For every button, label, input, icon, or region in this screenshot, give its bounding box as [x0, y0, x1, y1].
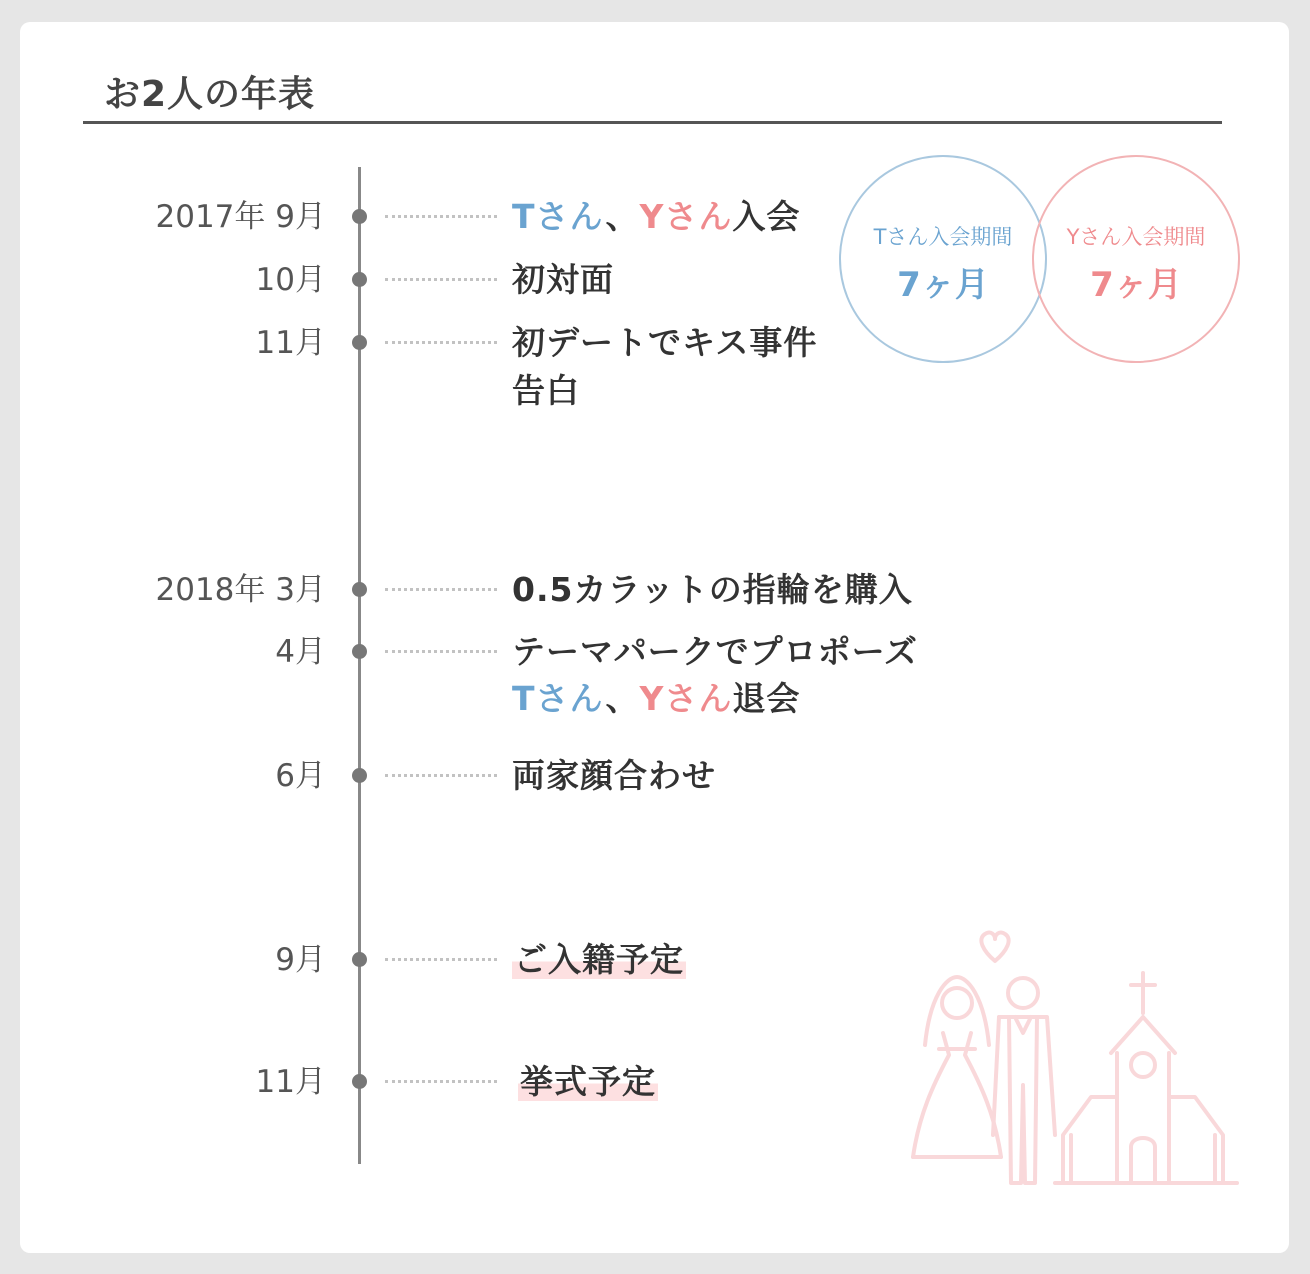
- t-san-text: Tさん: [512, 679, 606, 718]
- timeline-leader: [385, 215, 497, 218]
- timeline-leader: [385, 1080, 497, 1083]
- timeline-event-line2: 告白: [512, 371, 580, 410]
- y-san-text: Yさん: [639, 679, 733, 718]
- timeline-dot: [352, 644, 367, 659]
- timeline-date: 11月: [255, 1064, 326, 1100]
- t-membership-label: Tさん入会期間: [873, 225, 1013, 249]
- page-title: お2人の年表: [104, 74, 316, 115]
- timeline-date: 2018年 3月: [155, 572, 326, 608]
- timeline-dot: [352, 1074, 367, 1089]
- timeline-dot: [352, 768, 367, 783]
- timeline-date: 6月: [275, 758, 326, 794]
- y-san-text: Yさん: [639, 197, 733, 236]
- wedding-couple-church-icon: [905, 925, 1245, 1190]
- t-membership-value: 7ヶ月: [897, 265, 989, 305]
- t-san-text: Tさん: [512, 197, 606, 236]
- timeline-leader: [385, 278, 497, 281]
- t-membership-circle: [839, 155, 1047, 363]
- timeline-event: 両家顔合わせ: [512, 756, 716, 795]
- timeline-event: [512, 940, 686, 980]
- timeline-date: 10月: [255, 262, 326, 298]
- timeline-leader: [385, 774, 497, 777]
- event-text: 退会: [732, 679, 801, 718]
- title-underline: [83, 121, 1222, 124]
- timeline-event: 初デートでキス事件: [512, 323, 818, 362]
- timeline-leader: [385, 341, 497, 344]
- timeline-dot: [352, 335, 367, 350]
- y-membership-label: Yさん入会期間: [1066, 225, 1206, 249]
- timeline-axis: [358, 167, 361, 1164]
- comma-text: 、: [605, 679, 640, 718]
- timeline-event: [518, 1062, 658, 1102]
- timeline-date: 11月: [255, 325, 326, 361]
- timeline-dot: [352, 209, 367, 224]
- y-membership-circle: [1032, 155, 1240, 363]
- timeline-date: 2017年 9月: [155, 199, 326, 235]
- timeline-event: 0.5カラットの指輪を購入: [512, 570, 913, 609]
- event-text: 入会: [732, 197, 801, 236]
- timeline-dot: [352, 272, 367, 287]
- highlight-marker: 挙式予定: [520, 1062, 656, 1101]
- timeline-dot: [352, 952, 367, 967]
- y-membership-value: 7ヶ月: [1090, 265, 1182, 305]
- timeline-event-line2: [512, 679, 800, 719]
- timeline-leader: [385, 588, 497, 591]
- timeline-leader: [385, 958, 497, 961]
- comma-text: 、: [605, 197, 640, 236]
- timeline-date: 4月: [275, 634, 326, 670]
- timeline-event: [512, 197, 800, 237]
- highlight-marker: ご入籍予定: [514, 940, 684, 979]
- timeline-date: 9月: [275, 942, 326, 978]
- timeline-event: テーマパークでプロポーズ: [512, 632, 919, 671]
- timeline-leader: [385, 650, 497, 653]
- timeline-dot: [352, 582, 367, 597]
- timeline-event: 初対面: [512, 260, 614, 299]
